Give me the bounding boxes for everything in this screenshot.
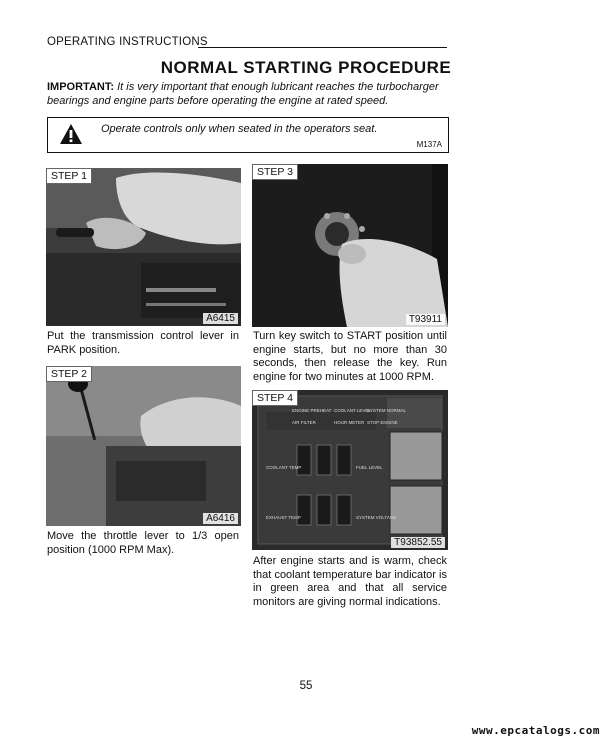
step2-photo-code: A6416 (203, 513, 238, 524)
panel-label-system-voltage: SYSTEM VOLTAGE (356, 515, 397, 520)
important-text: It is very important that enough lubricant reaches the turbocharger bearings and engine parts before operating the engine at rated speed. (47, 81, 439, 107)
important-label: IMPORTANT: (47, 81, 115, 93)
warning-text: Operate controls only when seated in the operators seat. (101, 123, 378, 135)
panel-label-air-filter: AIR FILTER (292, 420, 316, 425)
step2-label: STEP 2 (46, 366, 92, 382)
step1-photo-code: A6415 (203, 313, 238, 324)
step4-label: STEP 4 (252, 390, 298, 406)
step3-label: STEP 3 (252, 164, 298, 180)
step4-photo-code: T93852.55 (391, 537, 445, 548)
warning-box (47, 117, 449, 153)
panel-label-system-normal: SYSTEM NORMAL (367, 408, 407, 413)
step4-caption: After engine starts and is warm, check that coolant temperature bar indicator is in green area and that all service monitors are giving normal indications. (253, 555, 447, 608)
page-title: NORMAL STARTING PROCEDURE (160, 58, 452, 77)
warning-triangle-icon (59, 123, 83, 145)
panel-label-exhaust-temp: EXHAUST TEMP (266, 515, 301, 520)
step3-photo-code: T93911 (406, 314, 445, 325)
header-rule (198, 47, 447, 48)
panel-label-hour-meter: HOUR METER (334, 420, 365, 425)
step2-photo (46, 366, 241, 526)
important-note (47, 80, 449, 108)
watermark-url: www.epcatalogs.com (471, 724, 600, 737)
panel-label-fuel-level: FUEL LEVEL (356, 465, 383, 470)
step3-photo (252, 164, 448, 327)
step4-photo (252, 390, 448, 550)
step1-photo (46, 168, 241, 326)
section-header: OPERATING INSTRUCTIONS (47, 36, 208, 48)
panel-label-coolant-level: COOLANT LEVEL (334, 408, 371, 413)
panel-label-coolant-temp: COOLANT TEMP (266, 465, 302, 470)
warning-code: M137A (416, 140, 442, 149)
page-number: 55 (299, 680, 313, 692)
panel-label-preheat: ENGINE PREHEAT (292, 408, 332, 413)
step2-caption: Move the throttle lever to 1/3 open position (1000 RPM Max). (47, 530, 239, 556)
panel-label-stop-engine: STOP ENGINE (367, 420, 398, 425)
step1-caption: Put the transmission control lever in PARK position. (47, 330, 239, 356)
step3-caption: Turn key switch to START position until engine starts, but no more than 30 seconds, then release the key. Run engine for two minutes at 1000 RPM. (253, 330, 447, 383)
step1-label: STEP 1 (46, 168, 92, 184)
